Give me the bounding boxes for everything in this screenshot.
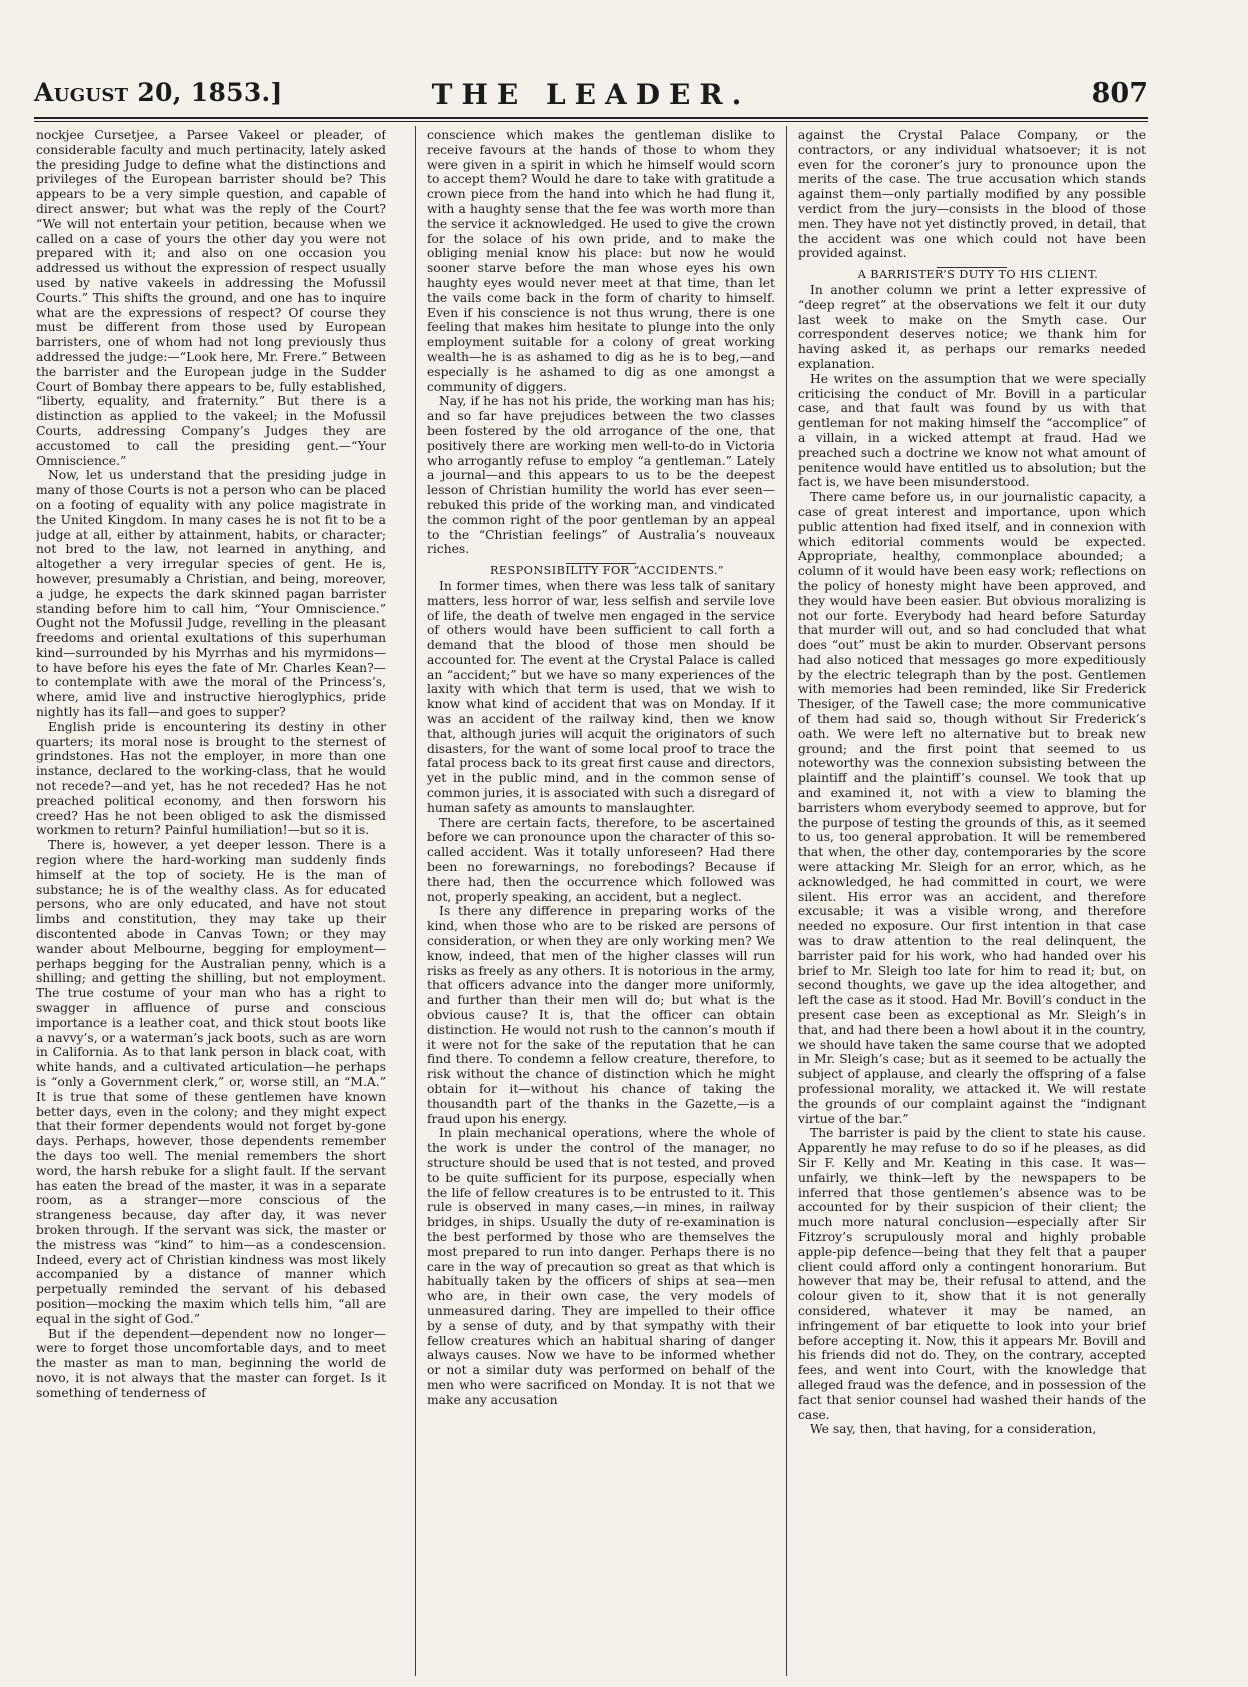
col3-paragraph: In another column we print a letter expressive of “deep regret” at the observations we felt it our duty last week to make on the Smyth case. Our correspondent deserves notice; we thank him for having asked it, as perhaps our remarks needed explanation.: [798, 282, 1146, 371]
col3-paragraph: against the Crystal Palace Company, or the contractors, or any individual whatsoever; it is not even for the coroner’s jury to pronounce upon the merits of the case. The true accusation which stands against them—only partially modified by any possible verdict from the jury—consists in the blood of those men. They have not yet distinctly proved, in detail, that the accident was one which could not have been provided against.: [798, 128, 1146, 261]
col2-paragraph: Nay, if he has not his pride, the working man has his; and so far have prejudices between the two classes been fostered by the old arrogance of the one, that positively there are working men well-to-do in Victoria who arrogantly refuse to employ “a gentleman.” Lately a journal—and this appears to us to be the deepest lesson of Christian humility the world has ever seen—rebuked this pride of the working man, and vindicated the common right of the poor gentleman by an appeal to the “Christian feelings” of Australia’s nouveaux riches.: [427, 394, 775, 557]
column-divider-2: [786, 126, 787, 1676]
masthead-rule-bottom: [34, 121, 1148, 122]
column-3: [798, 128, 1146, 1673]
col3-paragraph: The barrister is paid by the client to state his cause. Apparently he may refuse to do so if he pleases, as did Sir F. Kelly and Mr. Keating in this case. It was—unfairly, we think—left by the newspapers to be inferred that those gentlemen’s absence was to be accounted for by their suspicion of their client; the much more natural conclusion—especially after Sir Fitzroy’s scrupulously moral and highly probable apple-pip defence—being that they felt that a pauper client could afford only a contingent honorarium. But however that may be, their refusal to attend, and the colour given to it, show that it is not generally considered, whatever it may be named, an infringement of bar etiquette to look into your brief before accepting it. Now, this it appears Mr. Bovill and his friends did not do. They, on the contrary, accepted fees, and went into Court, with the knowledge that alleged fraud was the defence, and in possession of the fact that senior counsel had washed their hands of the case.: [798, 1126, 1146, 1422]
newspaper-title: THE LEADER.: [431, 78, 751, 111]
issue-date: August 20, 1853.]: [34, 78, 283, 107]
col2-paragraph: In plain mechanical operations, where the whole of the work is under the control of the manager, no structure should be used that is not tested, and proved to be quite sufficient for its purpose, especially when the life of fellow creatures is to be entrusted to it. This rule is observed in many cases,—in mines, in railway bridges, in ships. Usually the duty of re-examination is the best performed by those who are themselves the most prepared to run into danger. Perhaps there is no care in the way of precaution so great as that which is habitually taken by the officers of ships at sea—men who are, in their own case, the very models of unmeasured daring. They are impelled to their office by a sense of duty, and by that sympathy with their fellow creatures which an habitual sharing of danger always causes. Now we have to be informed whether or not a similar duty was performed on behalf of the men who were sacrificed on Monday. It is not that we make any accusation: [427, 1126, 775, 1407]
col1-paragraph: There is, however, a yet deeper lesson. There is a region where the hard-working man suddenly finds himself at the top of society. He is the man of substance; he is of the wealthy class. As for educated persons, who are only educated, and have not stout limbs and constitution, they may take up their discontented abode in Canvas Town; or they may wander about Melbourne, begging for employment—perhaps begging for the Australian penny, which is a shilling; and getting the shilling, but not employment. The true costume of your man who has a right to swagger in affluence of purse and conscious importance is a leather coat, and thick stout boots like a navvy’s, or a waterman’s jack boots, such as are worn in California. As to that lank person in black coat, with white hands, and a cultivated articulation—he perhaps is “only a Government clerk,” or, worse still, an “M.A.” It is true that some of these gentlemen have known better days, even in the colony; and they might expect that their former dependents would not forget by-gone days. Perhaps, however, those dependents remember the days too well. The menial remembers the short word, the harsh rebuke for a slight fault. If the servant has eaten the bread of the master, it was in a separate room, as a stranger—more conscious of the strangeness because, day after day, it was never broken through. If the servant was sick, the master or the mistress was “kind” to him—as a condescension. Indeed, every act of Christian kindness was most likely accompanied by a distance of manner which perpetually reminded the servant of his debased position—mocking the maxim which tells him, “all are equal in the sight of God.”: [36, 838, 386, 1326]
col1-paragraph: English pride is encountering its destiny in other quarters; its moral nose is brought to the sternest of grindstones. Has not the employer, in more than one instance, declared to the working-class, that he would not recede?—and yet, has he not receded? Has he not preached political economy, and then forsworn his creed? Has he not been obliged to ask the dismissed workmen to return? Painful humiliation!—but so it is.: [36, 719, 386, 838]
col3-paragraph: We say, then, that having, for a consideration,: [810, 1422, 1097, 1437]
column-1: [36, 128, 386, 1673]
col2-paragraph: In former times, when there was less talk of sanitary matters, less horror of war, less selfish and servile love of life, the death of twelve men engaged in the service of others would have been sufficient to call forth a demand that the blood of those men should be accounted for. The event at the Crystal Palace is called an “accident;” but we have so many experiences of the laxity with which that term is used, that we wish to know what kind of accident that was on Monday. If it was an accident of the railway kind, then we know that, although juries will acquit the originators of such disasters, for the want of some local proof to trace the fatal process back to its great first cause and directors, yet in the public mind, and in the common sense of common juries, it is associated with such a disregard of human safety as amounts to manslaughter.: [427, 578, 775, 815]
col1-paragraph: But if the dependent—dependent now no longer—were to forget those uncomfortable days, and to meet the master as man to man, beginning the world de novo, it is not always that the master can forget. Is it something of tenderness of: [36, 1326, 386, 1400]
column-2: [427, 128, 775, 1673]
col1-paragraph: nockjee Cursetjee, a Parsee Vakeel or pleader, of considerable faculty and much pertinacity, lately asked the presiding Judge to define what the distinctions and privileges of the European barrister should be? This appears to be a very simple question, and capable of direct answer; but what was the reply of the Court? “We will not entertain your petition, because when we called on a case of yours the other day you were not prepared with it; and also on one occasion you addressed us without the expression of respect usually used by native vakeels in addressing the Mofussil Courts.” This shifts the ground, and one has to inquire what are the expressions of respect? Of course they must be different from those used by European barristers, one of whom had not long previously thus addressed the judge:—“Look here, Mr. Frere.” Between the barrister and the European judge in the Sudder Court of Bombay there appears to be, fully established, “liberty, equality, and fraternity.” But there is a distinction as applied to the vakeel; in the Mofussil Courts, addressing Company’s Judges they are accustomed to call the presiding gent.—“Your Omniscience.”: [36, 128, 386, 468]
article-heading-barrister: A BARRISTER’S DUTY TO HIS CLIENT.: [857, 268, 1099, 282]
col2-paragraph: There are certain facts, therefore, to be ascertained before we can pronounce upon the character of this so-called accident. Was it totally unforeseen? Had there been no forewarnings, no forebodings? Because if there had, then the occurrence which followed was not, properly speaking, an accident, but a neglect.: [427, 815, 775, 904]
column-divider-1: [415, 126, 416, 1676]
col3-paragraph: There came before us, in our journalistic capacity, a case of great interest and importance, upon which public attention had fixed itself, and in connexion with which editorial comments would be expected. Appropriate, healthy, commonplace abounded; a column of it would have been easy work; reflections on the policy of honesty might have been approved, and they would have been easier. But obvious moralizing is not our forte. Everybody had heard before Saturday that murder will out, and so had concluded that what does “out” must be akin to murder. Observant persons had also noticed that messages go more expeditiously by the electric telegraph than by the post. Gentlemen with memories had been reminded, like Sir Frederick Thesiger, of the Tawell case; the more communicative of them had said so, though without Sir Frederick’s oath. We were left no alternative but to break new ground; and the first point that seemed to us noteworthy was the connexion subsisting between the plaintiff and the plaintiff’s counsel. We took that up and examined it, not with a view to blaming the barristers whom everybody seemed to approve, but for the purpose of testing the grounds of this, as it seemed to us, too general approbation. It will be remembered that when, the other day, contemporaries by the score were attacking Mr. Sleigh for an error, which, as he acknowledged, he had committed in court, we were silent. His error was an accident, and therefore excusable; it was a visible wrong, and therefore needed no exposure. Our first intention in that case was to draw attention to the real delinquent, the barrister paid for his work, who had handed over his brief to Mr. Sleigh too late for him to read it; but, on second thoughts, we gave up the idea altogether, and left the case as it stood. Had Mr. Bovill’s conduct in the present case been as exceptional as Mr. Sleigh’s in that, and had there been a howl about it in the country, we should have taken the same course that we adopted in Mr. Sleigh’s case; but as it seemed to be actually the subject of applause, and clearly the offspring of a false professional morality, we attacked it. We will restate the grounds of our complaint against the “indignant virtue of the bar.”: [798, 490, 1146, 1126]
masthead: [34, 78, 1148, 114]
article-heading-accidents: RESPONSIBILITY FOR “ACCIDENTS.”: [489, 564, 724, 578]
col2-paragraph: Is there any difference in preparing works of the kind, when those who are to be risked are persons of consideration, or when they are only working men? We know, indeed, that men of the higher classes will run risks as freely as any others. It is notorious in the army, that officers advance into the danger more uniformly, and further than their men will do; but what is the obvious cause? It is, that the officer can obtain distinction. He would not rush to the cannon’s mouth if it were not for the sake of the reputation that he can find there. To condemn a fellow creature, therefore, to risk without the chance of distinction which he might obtain for it—without his chance of taking the thousandth part of the thanks in the Gazette,—is a fraud upon his energy.: [427, 904, 775, 1126]
col2-paragraph: conscience which makes the gentleman dislike to receive favours at the hands of those to whom they were given in a spirit in which he himself would scorn to accept them? Would he dare to take with gratitude a crown piece from the hand into which he had flung it, with a haughty sense that the fee was worth more than the service it acknowledged. He used to give the crown for the solace of his own pride, and to make the obliging menial know his place: but now he would sooner starve before the man whose eyes his own haughty eyes would never meet at that time, than let the vails come back in the form of charity to himself. Even if his conscience is not thus wrung, there is one feeling that makes him hesitate to plunge into the only employment suitable for a colony of great working wealth—he is as ashamed to dig as he is to beg,—and especially is he ashamed to dig as one amongst a community of diggers.: [427, 128, 775, 394]
masthead-rule-top: [34, 117, 1148, 119]
col1-paragraph: Now, let us understand that the presiding judge in many of those Courts is not a person who can be placed on a footing of equality with any police magistrate in the United Kingdom. In many cases he is not fit to be a judge at all, either by attainment, habits, or character; not bred to the law, not learned in anything, and altogether a very irregular species of gent. He is, however, presumably a Christian, and being, moreover, a judge, he expects the dark skinned pagan barrister standing before him to call him, “Your Omniscience.” Ought not the Mofussil Judge, revelling in the pleasant freedoms and oriental exultations of this superhuman kind—surrounded by his Myrrhas and his myrmidons—to have before his eyes the fate of Mr. Charles Kean?—to contemplate with awe the moral of the Princess’s, where, amid live and instructive hieroglyphics, pride nightly has its fall—and goes to supper?: [36, 468, 386, 720]
page-number: 807: [1091, 78, 1148, 109]
col3-paragraph: He writes on the assumption that we were specially criticising the conduct of Mr. Bovill in a particular case, and that fault was found by us with that gentleman for not making himself the “accomplice” of a villain, in a wicked attempt at fraud. Had we preached such a doctrine we know not what amount of penitence would have entitled us to absolution; but the fact is, we have been misunderstood.: [798, 371, 1146, 490]
